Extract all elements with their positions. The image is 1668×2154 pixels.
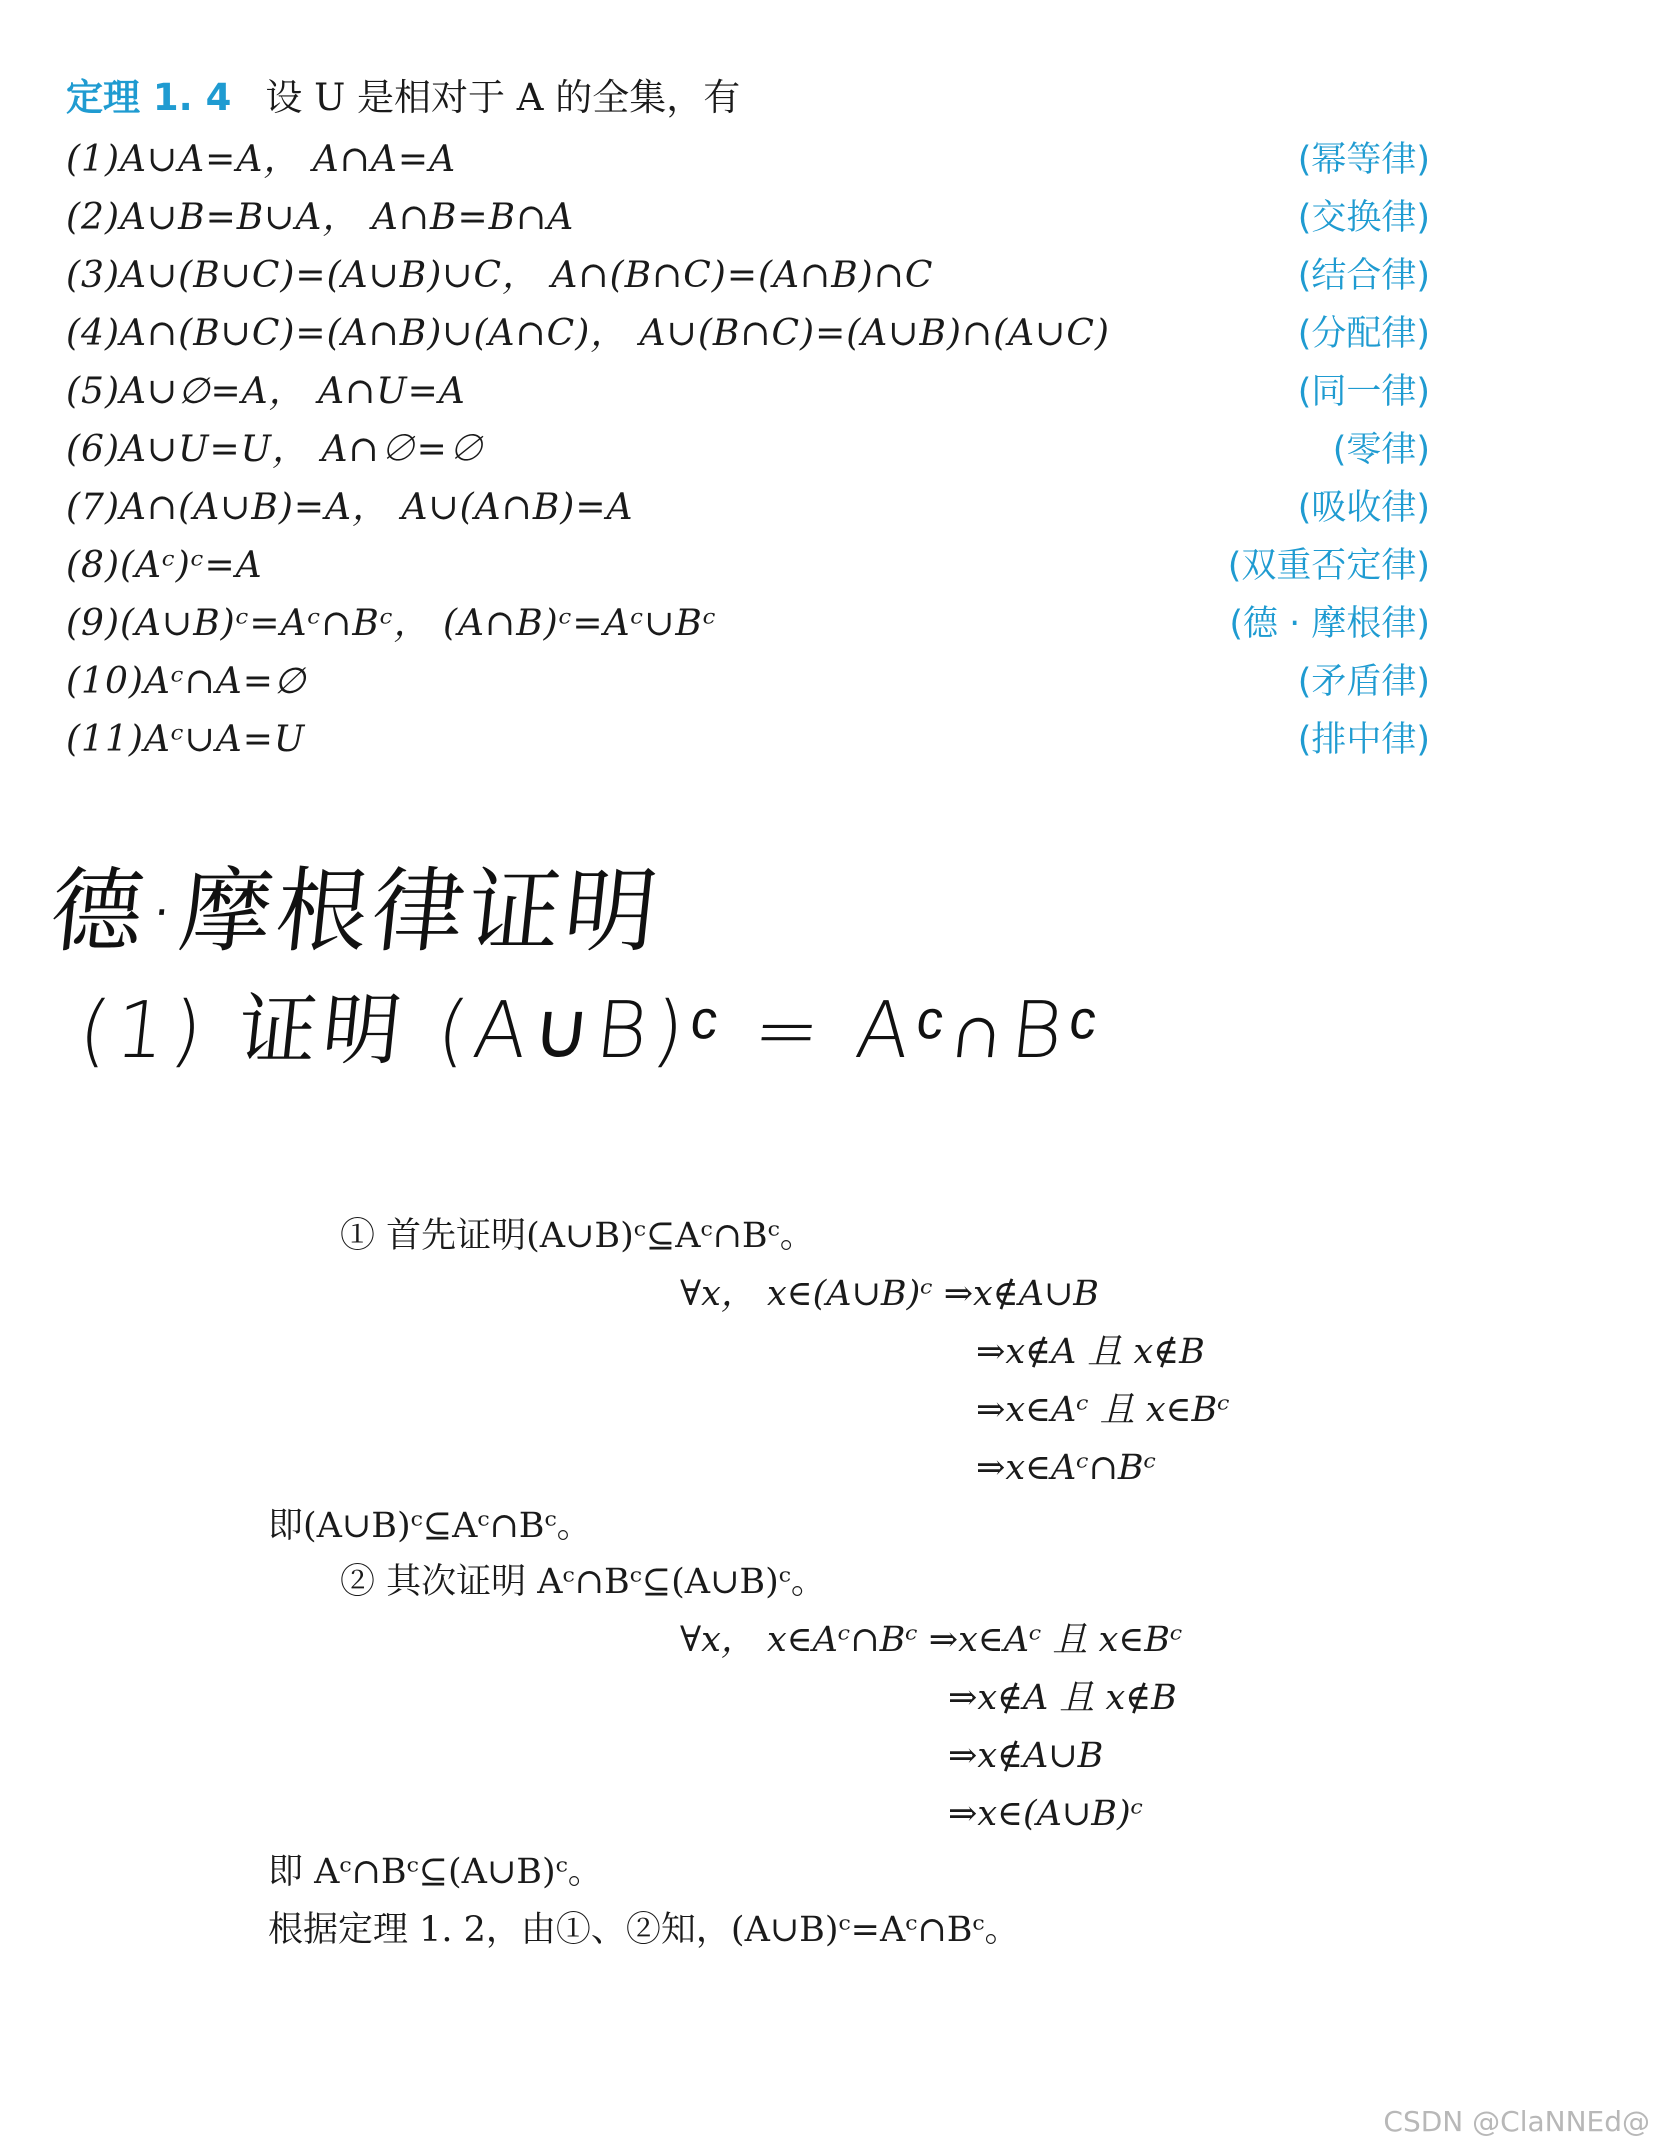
handwritten-title: 德·摩根律证明 [45,858,667,965]
theorem-statement: 设 U 是相对于 A 的全集，有 [265,76,741,119]
law-formula: (8)(Aᶜ)ᶜ=A [66,545,263,586]
law-formula: (3)A∪(B∪C)=(A∪B)∪C， A∩(B∩C)=(A∩B)∩C [66,255,934,296]
law-name: (矛盾律) [1297,662,1430,702]
law-row [66,366,1430,418]
law-formula: (6)A∪U=U， A∩∅=∅ [66,429,485,470]
law-row [66,308,1430,360]
law-formula: (4)A∩(B∪C)=(A∩B)∪(A∩C)， A∪(B∩C)=(A∪B)∩(A∪C) [66,313,1110,354]
law-row [66,656,1430,708]
theorem-label: 定理 1. 4 [66,76,232,119]
watermark: CSDN @ClaNNEd@ [1383,2105,1650,2138]
law-name: (分配律) [1297,314,1430,354]
proof-step1-line: ⇒x∉A 且 x∉B [976,1332,1205,1372]
proof-step1-line: ⇒x∈Aᶜ∩Bᶜ [976,1448,1156,1488]
law-name: (结合律) [1297,256,1430,296]
law-name: (交换律) [1297,198,1430,238]
law-formula: (11)Aᶜ∪A=U [66,719,306,760]
proof-step2-line: ⇒x∈(A∪B)ᶜ [948,1794,1143,1834]
law-formula: (5)A∪∅=A， A∩U=A [66,371,466,412]
law-row [66,714,1430,766]
law-name: (双重否定律) [1227,546,1430,586]
law-row [66,192,1430,244]
law-formula: (10)Aᶜ∩A=∅ [66,661,307,702]
proof-step1-conclusion: 即(A∪B)ᶜ⊆Aᶜ∩Bᶜ。 [268,1506,592,1546]
law-formula: (2)A∪B=B∪A， A∩B=B∩A [66,197,575,238]
proof-step2-title: ② 其次证明 Aᶜ∩Bᶜ⊆(A∪B)ᶜ。 [340,1562,826,1602]
proof-step1-line: ∀x， x∈(A∪B)ᶜ ⇒x∉A∪B [680,1274,1100,1314]
law-name: (德 · 摩根律) [1229,604,1430,644]
proof-step2-line: ∀x， x∈Aᶜ∩Bᶜ ⇒x∈Aᶜ 且 x∈Bᶜ [680,1620,1183,1660]
proof-step2-line: ⇒x∉A∪B [948,1736,1104,1776]
law-formula: (7)A∩(A∪B)=A， A∪(A∩B)=A [66,487,634,528]
law-row [66,424,1430,476]
law-name: (同一律) [1297,372,1430,412]
law-row [66,598,1430,650]
law-row [66,250,1430,302]
law-row [66,540,1430,592]
proof-step1-line: ⇒x∈Aᶜ 且 x∈Bᶜ [976,1390,1230,1430]
law-name: (零律) [1332,430,1430,470]
proof-step1-title: ① 首先证明(A∪B)ᶜ⊆Aᶜ∩Bᶜ。 [340,1216,815,1256]
theorem-heading [66,72,740,124]
law-name: (排中律) [1297,720,1430,760]
law-row [66,482,1430,534]
handwritten-subtitle: (1) 证明 (A∪B)ᶜ = Aᶜ∩Bᶜ [74,986,1107,1076]
law-formula: (1)A∪A=A， A∩A=A [66,139,457,180]
proof-step2-conclusion: 即 Aᶜ∩Bᶜ⊆(A∪B)ᶜ。 [268,1852,603,1892]
proof-step2-line: ⇒x∉A 且 x∉B [948,1678,1177,1718]
law-row [66,134,1430,186]
law-name: (吸收律) [1297,488,1430,528]
law-name: (幂等律) [1297,140,1430,180]
law-formula: (9)(A∪B)ᶜ=Aᶜ∩Bᶜ， (A∩B)ᶜ=Aᶜ∪Bᶜ [66,603,717,644]
proof-final-conclusion: 根据定理 1. 2，由①、②知，(A∪B)ᶜ=Aᶜ∩Bᶜ。 [268,1910,1020,1950]
